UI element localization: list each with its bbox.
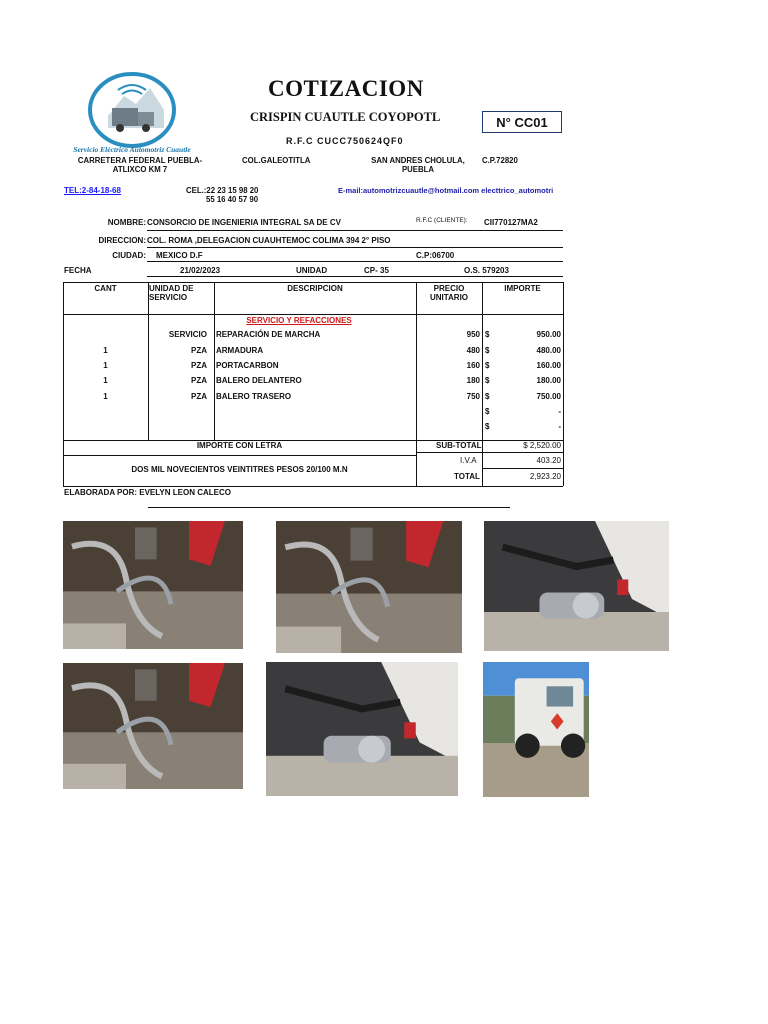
- row-precio: 160: [466, 361, 480, 370]
- elaborada-por: ELABORADA POR: EVELYN LEON CALECO: [64, 488, 231, 497]
- row-cant: 1: [103, 392, 108, 401]
- row-descripcion: BALERO TRASERO: [216, 392, 292, 401]
- row-importe: 180.00: [536, 376, 561, 385]
- email-text[interactable]: E-mail:automotrizcuautle@hotmail.com electtrico_automotri: [338, 186, 554, 195]
- row-cant: 1: [103, 376, 108, 385]
- iva-value: 403.20: [536, 456, 561, 465]
- city-line: [362, 156, 474, 174]
- row-unidad: PZA: [191, 346, 207, 355]
- fecha-value: 21/02/2023: [180, 266, 221, 275]
- row-cant: 1: [103, 346, 108, 355]
- engine-bay-photo: [484, 521, 669, 651]
- row-unidad: SERVICIO: [168, 330, 207, 339]
- total-value: 2,923.20: [529, 472, 561, 481]
- postal-code: C.P.72820: [482, 156, 518, 165]
- row-currency: $: [485, 422, 490, 431]
- unidad-label: UNIDAD: [296, 266, 328, 275]
- starter-motor-photo: [276, 521, 462, 653]
- col-precio-line1: PRECIO: [433, 284, 465, 293]
- col-precio: [416, 284, 482, 302]
- row-importe: 750.00: [536, 392, 561, 401]
- cell-phone-1: CEL.:22 23 15 98 20: [186, 186, 259, 195]
- importe-letra-label: IMPORTE CON LETRA: [196, 441, 283, 450]
- client-cp: C.P:06700: [416, 251, 455, 260]
- ciudad-label: CIUDAD:: [112, 251, 146, 260]
- starter-motor-photo: [63, 663, 243, 789]
- document-title: COTIZACION: [268, 76, 424, 101]
- cell-phone-2: 55 16 40 57 90: [206, 195, 259, 204]
- row-descripcion: PORTACARBON: [216, 361, 279, 370]
- section-title: SERVICIO Y REFACCIONES: [246, 316, 352, 325]
- subtotal-value: $ 2,520.00: [523, 441, 561, 450]
- row-cant: 1: [103, 361, 108, 370]
- row-precio: 180: [466, 376, 480, 385]
- nombre-label: NOMBRE:: [107, 218, 146, 227]
- row-unidad: PZA: [191, 361, 207, 370]
- iva-label: I.V.A: [460, 456, 477, 465]
- phone-link[interactable]: TEL:2-84-18-68: [64, 186, 121, 195]
- row-unidad: PZA: [191, 392, 207, 401]
- row-descripcion: REPARACIÓN DE MARCHA: [216, 330, 321, 339]
- col-precio-line2: UNITARIO: [429, 293, 469, 302]
- col-cant: CANT: [94, 284, 117, 293]
- orden-servicio: O.S. 579203: [464, 266, 509, 275]
- row-precio: 750: [466, 392, 480, 401]
- owner-name: CRISPIN CUAUTLE COYOPOTL: [250, 110, 441, 124]
- row-unidad: PZA: [191, 376, 207, 385]
- engine-bay-photo: [266, 662, 458, 796]
- client-city: MEXICO D.F: [156, 251, 203, 260]
- unidad-value: CP- 35: [364, 266, 389, 275]
- importe-letra: DOS MIL NOVECIENTOS VEINTITRES PESOS 20/100 M.N: [131, 465, 348, 474]
- col-unidad-line1: UNIDAD DE: [149, 284, 194, 293]
- row-importe: 480.00: [536, 346, 561, 355]
- subtotal-label: SUB-TOTAL: [436, 441, 482, 450]
- address-line-2: ATLIXCO KM 7: [112, 165, 168, 174]
- row-currency: $: [485, 361, 490, 370]
- client-rfc: CII770127MA2: [484, 218, 538, 227]
- col-importe: IMPORTE: [504, 284, 541, 293]
- direccion-label: DIRECCION:: [98, 236, 146, 245]
- row-currency: $: [485, 392, 490, 401]
- row-importe: -: [558, 422, 561, 431]
- cell-phones: [186, 186, 258, 204]
- client-rfc-label: R.F.C (CLIENTE):: [416, 217, 468, 224]
- folio-number: N° CC01: [482, 111, 562, 133]
- address-line: [70, 156, 210, 174]
- fecha-label: FECHA: [64, 266, 92, 275]
- starter-motor-photo: [63, 521, 243, 649]
- row-importe: 950.00: [536, 330, 561, 339]
- row-descripcion: ARMADURA: [216, 346, 264, 355]
- client-address: COL. ROMA ,DELEGACION CUAUHTEMOC COLIMA 394 2° PISO: [147, 236, 391, 245]
- row-currency: $: [485, 330, 490, 339]
- row-importe: -: [558, 407, 561, 416]
- colonia: COL.GALEOTITLA: [242, 156, 311, 165]
- row-precio: 950: [466, 330, 480, 339]
- row-descripcion: BALERO DELANTERO: [216, 376, 302, 385]
- row-currency: $: [485, 407, 490, 416]
- company-logo: [64, 70, 200, 150]
- city-line-1: SAN ANDRES CHOLULA,: [371, 156, 465, 165]
- truck-photo: [483, 662, 589, 797]
- client-name: CONSORCIO DE INGENIERIA INTEGRAL SA DE CV: [147, 218, 341, 227]
- logo-text: Servicio Eléctrico Automotriz Cuautle: [73, 145, 191, 154]
- address-line-1: CARRETERA FEDERAL PUEBLA-: [77, 156, 203, 165]
- row-importe: 160.00: [536, 361, 561, 370]
- col-descripcion: DESCRIPCION: [287, 284, 343, 293]
- total-label: TOTAL: [454, 472, 480, 481]
- city-line-2: PUEBLA: [401, 165, 435, 174]
- row-precio: 480: [466, 346, 480, 355]
- owner-rfc: R.F.C CUCC750624QF0: [286, 136, 404, 146]
- col-unidad-line2: SERVICIO: [149, 293, 188, 302]
- row-currency: $: [485, 376, 490, 385]
- row-currency: $: [485, 346, 490, 355]
- col-unidad: [149, 284, 193, 302]
